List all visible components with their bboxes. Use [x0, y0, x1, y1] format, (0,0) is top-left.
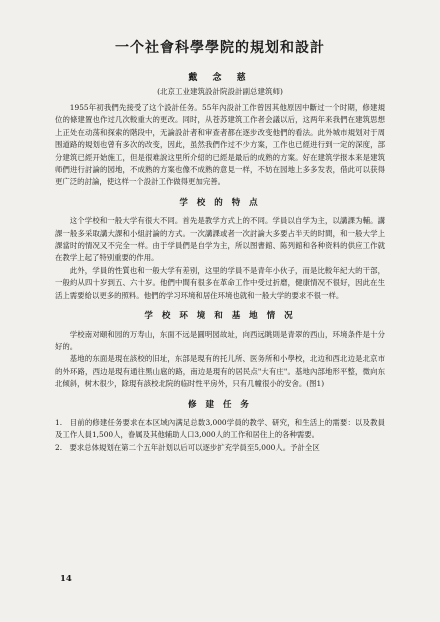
page-number: 14: [60, 574, 72, 584]
article-title: 一个社會科學學院的規划和設計: [115, 40, 325, 56]
article-body: [55, 102, 385, 454]
environment-paragraph-2: 基地的东面是現在該校的旧址，东部是現有的托儿所、医务所和小學校，北边和西北边是北京市的外环路，西边是現有通往黑山扈的路，南边是現有的居民点"大有庄"。基地內部地形平整，微向东北倾斜，树木很少，除現有該校北院的临时性平房外，只有几幢很小的安舍。(图1): [55, 354, 385, 389]
environment-paragraph-1: 学校南对頤和园的万寿山，东面不远是圓明园故址，向西远眺則是青翠的西山，环境条件是十分好的。: [55, 329, 385, 351]
features-paragraph-1: 这个学校和一般大学有很大不同。首先是教学方式上的不同。学員以自学为主，以講課为輔。講課一般多采取講大課和小組討論的方式。一次講課或者一次討論大多要占半天的时間，和一般大学上課當时的情况又不完全一样。由于学員們是自学为主，所以图書館、陈列館和各种资料的供应工作就在教学上起了特别重要的作用。: [55, 216, 385, 263]
task-item-2: 2. 要求总体規划在第二个五年計划以后可以逐步扩充学員至5,000人。予計全区: [55, 442, 320, 452]
article-author: 戴 念 慈: [188, 73, 252, 83]
author-affiliation: (北京工业建筑設計院設計副总建筑师): [157, 87, 283, 96]
task-item-1: 1. 目前的修建任务要求在本区域內满足总数3,000学員的教学、研究，和生活上的需要：以及教員及工作人員1,500人，眷属及其他辅助人口3,000人的工作和居住上的各种需要。: [55, 417, 385, 440]
section-heading-environment: 学 校 环 境 和 基 地 情 况: [144, 311, 296, 322]
intro-paragraph: 1955年初我們先接受了这个設計任务。55年內設計工作曾因其他原因中斷过一个时期，修建規位的條建置也作过几次較重大的更改。同时，从苍苏建筑工作者会議以后，这两年来我們在建筑思想上正处在动荡和探索的階段中，无論設計者和审查者都在逐步改变他們的看法。此外城市規划对于周围道路的規划也曾有多次的改变，因此，虽然我們作过不少方案，工作也已經进行到一定的深度，部分建筑已經开始施工，但是很难說这里所介紹的已經是最后的成熟的方案。好在建筑学报本来是建筑师們进行討論的园地，不成熟的方案也像不成熟的意見一样，不妨在园地上多多发表，借此可以获得更广泛的討論，使这样一个設計工作做得更加完善。: [55, 103, 385, 187]
section-heading-features: 学 校 的 特 点: [179, 197, 261, 208]
section-heading-tasks: 修 建 任 务: [188, 399, 252, 410]
features-paragraph-2: 此外，学員的性質也和一般大学有差别，这里的学員不是青年小伙子，而是比較年紀大的干部，一般約从四十岁到五、六十岁。他們中間有很多在革命工作中受过折磨，健康情况不很好，因此在生活上需要給以更多的照料。他們的学习环境和居住环境也就和一般大学的要求不很一样。: [55, 265, 385, 300]
